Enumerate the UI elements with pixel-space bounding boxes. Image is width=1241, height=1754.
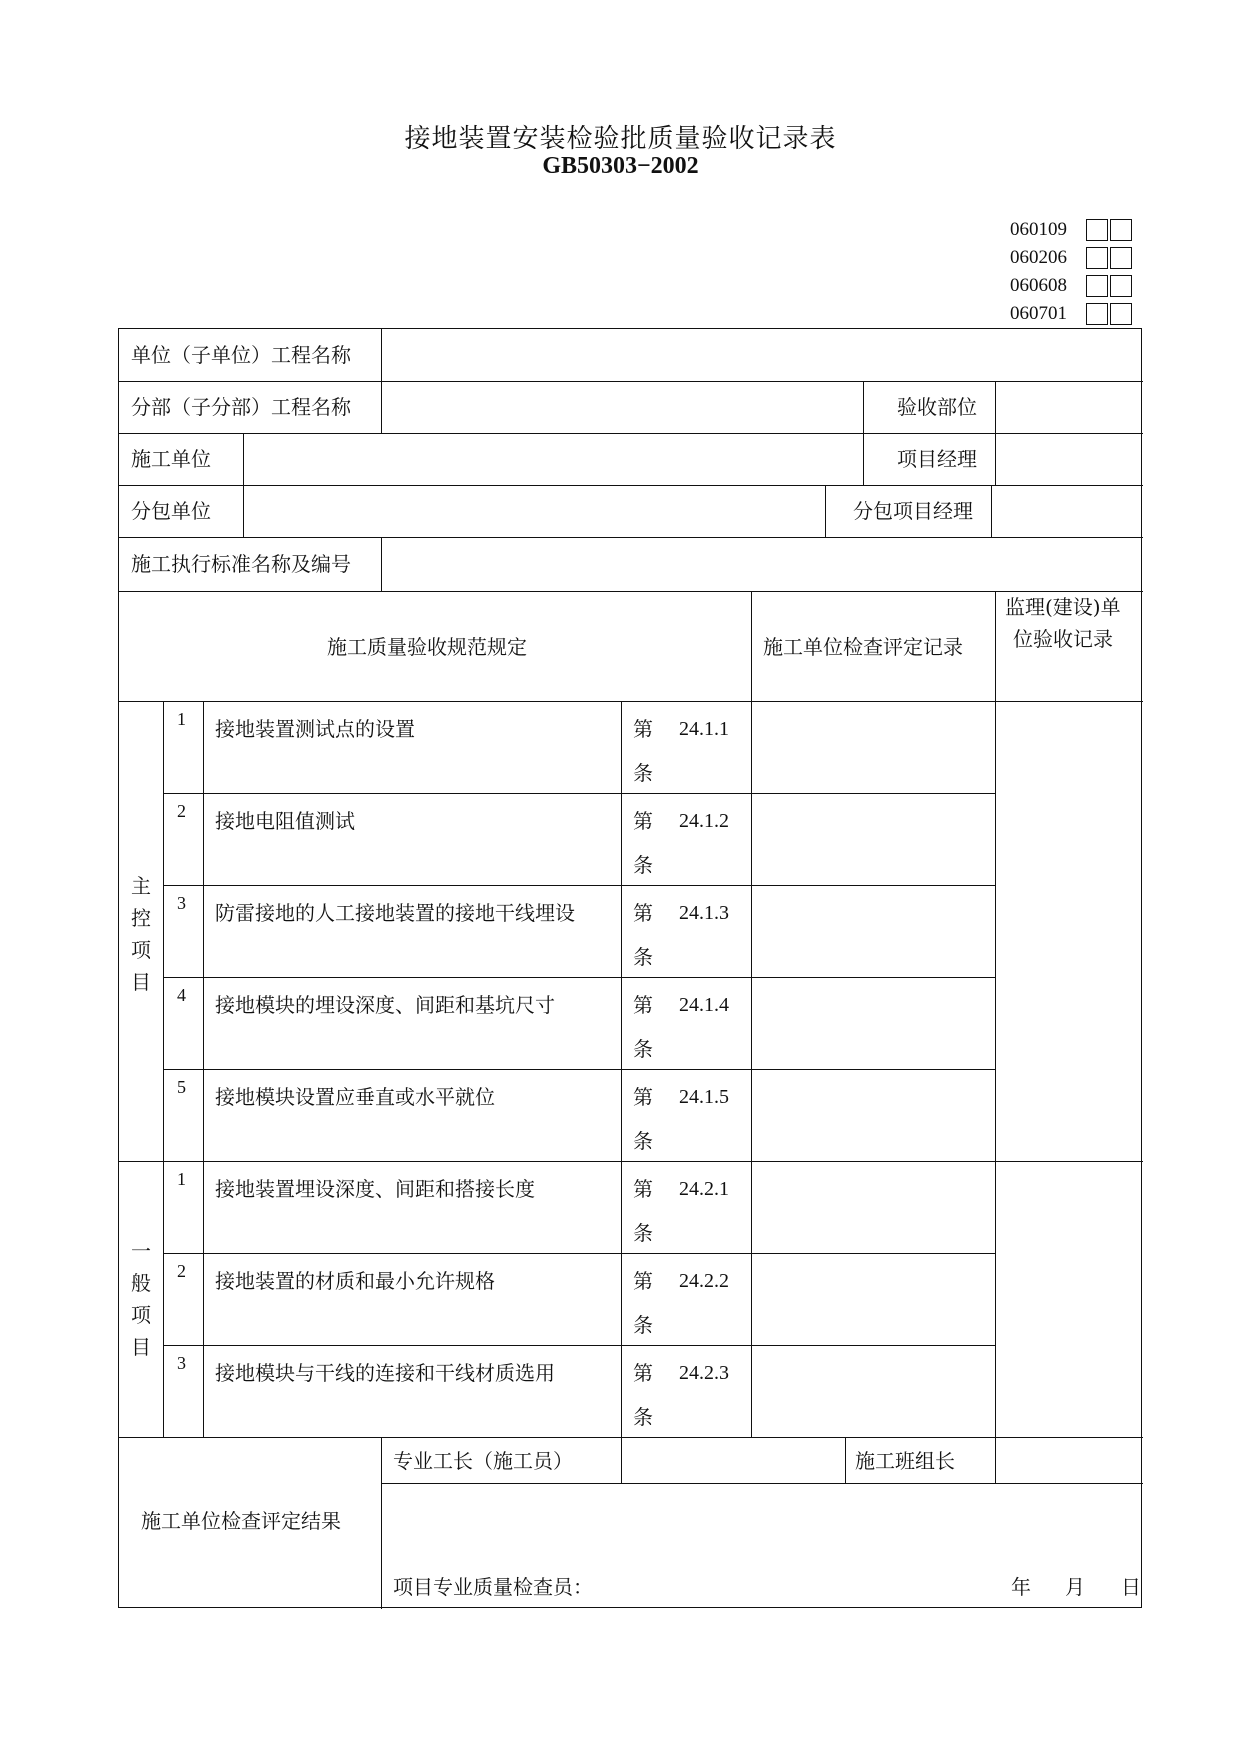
general-items-label: 一 [131,1239,151,1263]
table-rule [203,701,204,1437]
clause-suffix: 条 [633,1221,653,1245]
date-year-label: 年 [1011,1575,1031,1599]
result-label: 施工单位检查评定结果 [141,1509,341,1533]
table-rule [621,701,622,1437]
project-manager-label: 项目经理 [897,447,977,471]
item-number: 3 [177,1353,186,1373]
clause-suffix: 条 [633,1037,653,1061]
item-text: 接地电阻值测试 [215,809,355,833]
inspection-table [118,328,1142,1608]
supervisor-record-header: 监理(建设)单 [1005,595,1121,619]
table-rule [845,1437,846,1483]
item-text: 防雷接地的人工接地装置的接地干线埋设 [215,901,575,925]
clause-prefix: 第 [633,1177,653,1201]
table-rule [995,591,996,1437]
code-row [1010,300,1132,328]
subcontract-manager-field[interactable] [993,487,1141,536]
table-rule [863,381,864,485]
table-rule [621,1437,622,1483]
table-rule [119,485,1143,486]
general-items-label: 般 [131,1271,151,1295]
standard-field[interactable] [383,539,1141,590]
foreman-label: 专业工长（施工员） [393,1449,573,1473]
general-items-label: 目 [131,1335,151,1359]
team-leader-label: 施工班组长 [855,1449,955,1473]
date-month-label: 月 [1065,1575,1085,1599]
main-items-label: 项 [131,938,151,962]
item-text: 接地模块与干线的连接和干线材质选用 [215,1361,555,1385]
item-text: 接地模块的埋设深度、间距和基坑尺寸 [215,993,555,1017]
standard-code: GB50303−2002 [542,153,699,179]
table-rule [163,1069,995,1070]
code-text: 060608 [1010,275,1067,296]
main-items-label: 目 [131,970,151,994]
contractor-record-header: 施工单位检查评定记录 [763,635,963,659]
acceptance-part-field[interactable] [997,383,1141,432]
standard-label: 施工执行标准名称及编号 [131,552,351,576]
table-rule [163,977,995,978]
code-checkbox[interactable] [1110,247,1132,269]
item-text: 接地模块设置应垂直或水平就位 [215,1085,495,1109]
code-checkbox[interactable] [1086,247,1108,269]
clause-prefix: 第 [633,1085,653,1109]
item-number: 2 [177,801,186,821]
clause-number: 24.1.4 [679,994,729,1016]
clause-prefix: 第 [633,901,653,925]
inspector-label: 项目专业质量检查员： [393,1575,593,1599]
construction-unit-field[interactable] [245,435,861,484]
sub-project-label: 分部（子分部）工程名称 [131,395,351,419]
table-rule [163,885,995,886]
table-rule [825,485,826,537]
table-rule [381,1483,1143,1484]
table-rule [119,701,1143,702]
supervisor-record-header: 位验收记录 [1013,627,1113,651]
table-rule [995,381,996,485]
item-text: 接地装置的材质和最小允许规格 [215,1269,495,1293]
table-rule [119,1161,1143,1162]
page-title: 接地装置安装检验批质量验收记录表 [404,124,837,154]
table-rule [381,329,382,433]
clause-number: 24.2.1 [679,1178,729,1200]
table-rule [163,1345,995,1346]
clause-number: 24.1.2 [679,810,729,832]
clause-number: 24.2.3 [679,1362,729,1384]
form-code-list [1010,216,1132,328]
unit-project-field[interactable] [383,331,1141,380]
item-number: 2 [177,1261,186,1281]
code-row [1010,216,1132,244]
subcontract-manager-label: 分包项目经理 [853,499,973,523]
table-rule [163,701,164,1437]
acceptance-part-label: 验收部位 [897,395,977,419]
clause-suffix: 条 [633,1129,653,1153]
construction-unit-label: 施工单位 [131,447,211,471]
table-rule [119,433,1143,434]
date-day-label: 日 [1121,1575,1141,1599]
table-rule [995,1437,996,1483]
team-leader-field[interactable] [997,1439,1141,1482]
clause-prefix: 第 [633,993,653,1017]
clause-number: 24.2.2 [679,1270,729,1292]
general-items-label: 项 [131,1303,151,1327]
item-text: 接地装置埋设深度、间距和搭接长度 [215,1177,535,1201]
main-items-label: 控 [131,906,151,930]
clause-suffix: 条 [633,761,653,785]
table-rule [381,537,382,591]
item-text: 接地装置测试点的设置 [215,717,415,741]
clause-prefix: 第 [633,809,653,833]
table-rule [119,537,1143,538]
subcontract-unit-label: 分包单位 [131,499,211,523]
clause-suffix: 条 [633,853,653,877]
code-checkbox[interactable] [1086,219,1108,241]
clause-number: 24.1.5 [679,1086,729,1108]
table-rule [119,591,1143,592]
table-rule [243,433,244,537]
table-rule [163,1253,995,1254]
table-rule [991,485,992,537]
project-manager-field[interactable] [997,435,1141,484]
code-text: 060206 [1010,247,1067,268]
code-checkbox[interactable] [1110,275,1132,297]
clause-suffix: 条 [633,1405,653,1429]
table-rule [751,591,752,1437]
subcontract-unit-field[interactable] [245,487,823,536]
table-rule [119,381,1143,382]
item-number: 1 [177,709,186,729]
code-checkbox[interactable] [1110,303,1132,325]
foreman-field[interactable] [623,1439,843,1482]
code-row [1010,272,1132,300]
code-text: 060109 [1010,219,1067,240]
table-rule [119,1437,1143,1438]
item-number: 3 [177,893,186,913]
item-number: 4 [177,985,186,1005]
unit-project-label: 单位（子单位）工程名称 [131,343,351,367]
code-row [1010,244,1132,272]
spec-column-header: 施工质量验收规范规定 [327,635,527,659]
clause-prefix: 第 [633,1361,653,1385]
code-checkbox[interactable] [1110,219,1132,241]
item-number: 1 [177,1169,186,1189]
item-number: 5 [177,1077,186,1097]
clause-suffix: 条 [633,1313,653,1337]
clause-prefix: 第 [633,717,653,741]
table-rule [381,1437,382,1609]
clause-prefix: 第 [633,1269,653,1293]
code-checkbox[interactable] [1086,303,1108,325]
clause-suffix: 条 [633,945,653,969]
clause-number: 24.1.1 [679,718,729,740]
sub-project-field[interactable] [383,383,861,432]
main-items-label: 主 [131,874,151,898]
code-checkbox[interactable] [1086,275,1108,297]
code-text: 060701 [1010,303,1067,324]
table-rule [163,793,995,794]
clause-number: 24.1.3 [679,902,729,924]
